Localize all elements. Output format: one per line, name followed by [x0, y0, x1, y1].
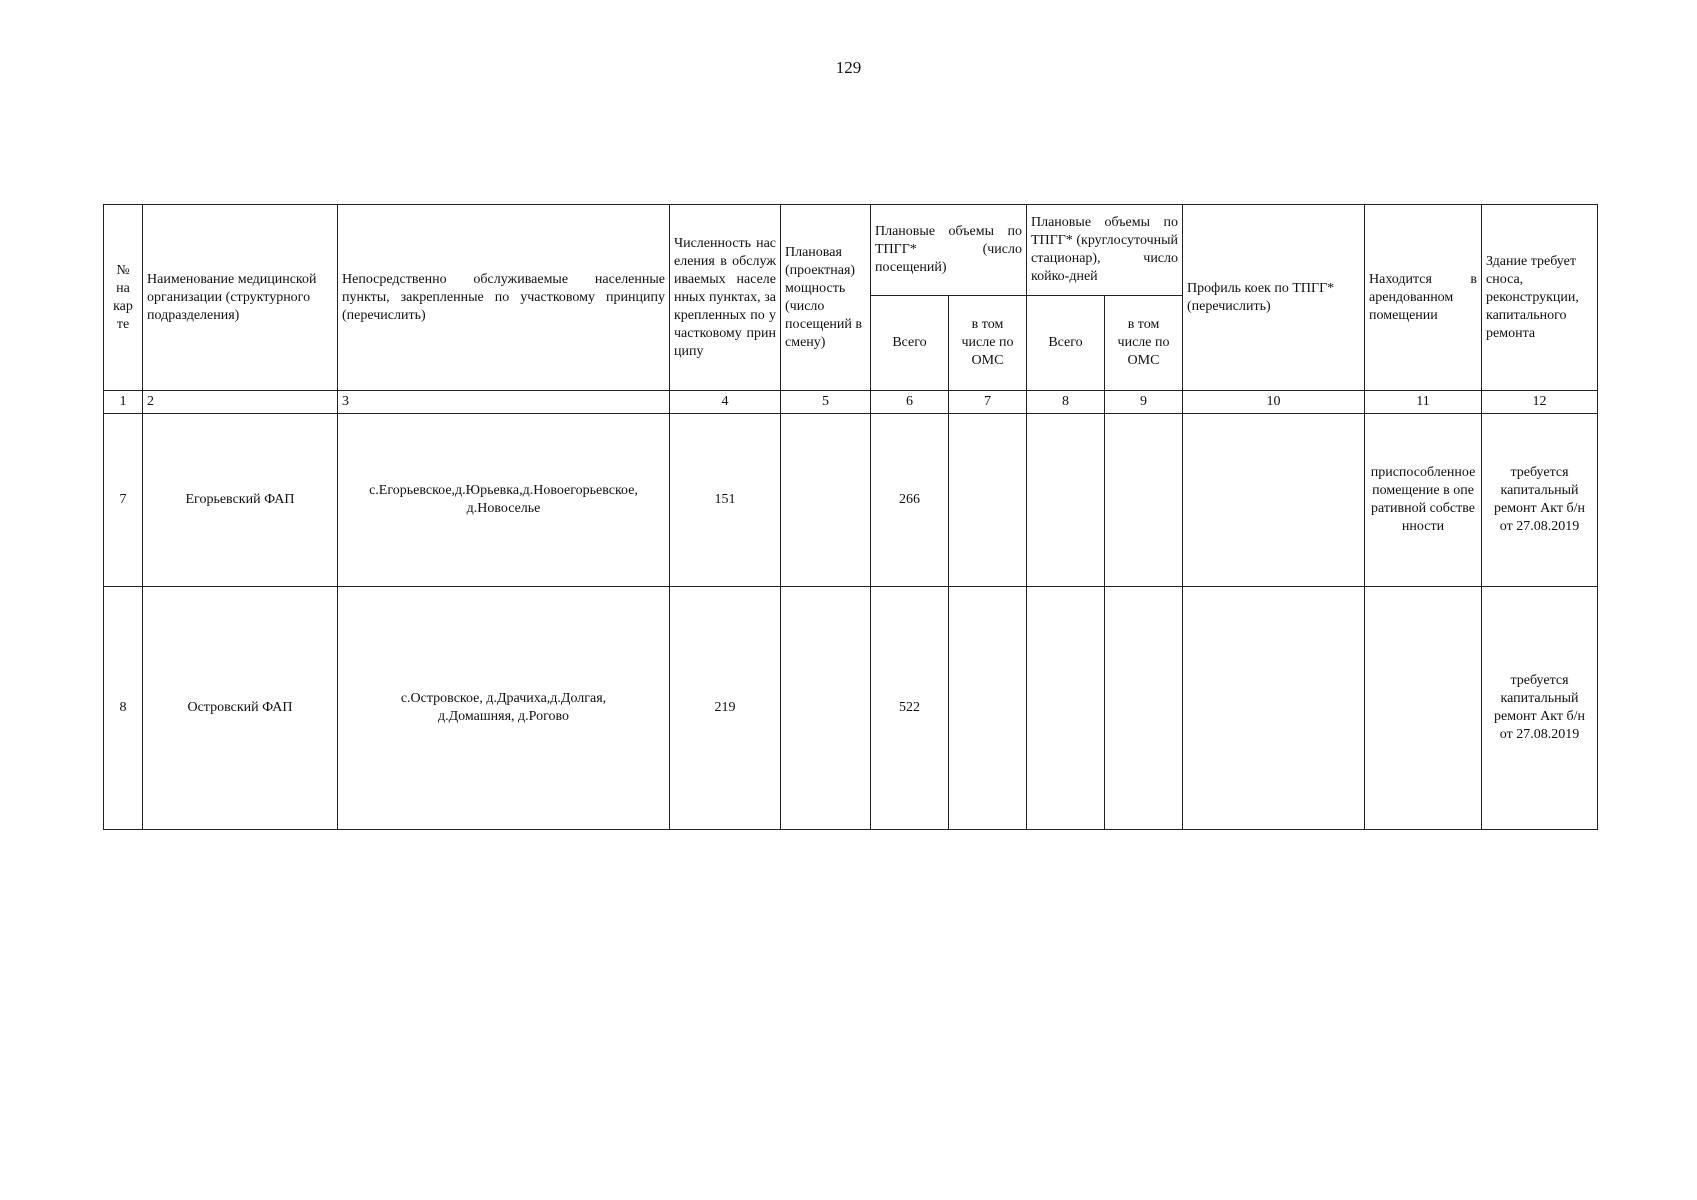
header-planned-capacity: Плановая (проектная) мощность (число посещений в смену): [781, 205, 871, 391]
map-number-cell: 7: [104, 414, 143, 587]
column-number: 9: [1105, 391, 1183, 414]
header-population: Численность населения в обслуживаемых населенных пунктах, закрепленных по участковому принципу: [670, 205, 781, 391]
facilities-table: [103, 204, 1598, 830]
header-visits-oms: в том числе по ОМС: [949, 296, 1027, 391]
header-planned-visits: Плановые объемы по ТПГГ* (число посещений): [871, 205, 1027, 296]
map-number-cell: 8: [104, 587, 143, 830]
column-number: 6: [871, 391, 949, 414]
capacity-cell: [781, 414, 871, 587]
column-number-row: [104, 391, 1598, 414]
header-rented-premises: Находится в арендованном помещении: [1365, 205, 1482, 391]
visits-oms-cell: [949, 414, 1027, 587]
visits-total-cell: 266: [871, 414, 949, 587]
building-condition-cell: требуется капитальный ремонт Акт б/н от 27.08.2019: [1482, 587, 1598, 830]
column-number: 11: [1365, 391, 1482, 414]
column-number: 4: [670, 391, 781, 414]
organization-name-cell: Егорьевский ФАП: [143, 414, 338, 587]
header-bed-profile: Профиль коек по ТПГГ* (перечислить): [1183, 205, 1365, 391]
settlements-cell: с.Егорьевское,д.Юрьевка,д.Новоегорьевское, д.Новоселье: [338, 414, 670, 587]
visits-total-cell: 522: [871, 587, 949, 830]
table-row: [104, 587, 1598, 830]
building-condition-cell: требуется капитальный ремонт Акт б/н от 27.08.2019: [1482, 414, 1598, 587]
column-number: 3: [338, 391, 670, 414]
header-planned-beddays: Плановые объемы по ТПГГ* (круглосуточный стационар), число койко-дней: [1027, 205, 1183, 296]
column-number: 7: [949, 391, 1027, 414]
beddays-total-cell: [1027, 587, 1105, 830]
settlements-cell: с.Островское, д.Драчиха,д.Долгая, д.Домашняя, д.Рогово: [338, 587, 670, 830]
column-number: 10: [1183, 391, 1365, 414]
beddays-oms-cell: [1105, 414, 1183, 587]
beddays-oms-cell: [1105, 587, 1183, 830]
bed-profile-cell: [1183, 414, 1365, 587]
column-number: 2: [143, 391, 338, 414]
column-number: 1: [104, 391, 143, 414]
page-number: 129: [835, 58, 862, 77]
population-cell: 219: [670, 587, 781, 830]
beddays-total-cell: [1027, 414, 1105, 587]
capacity-cell: [781, 587, 871, 830]
column-number: 12: [1482, 391, 1598, 414]
header-beddays-oms: в том числе по ОМС: [1105, 296, 1183, 391]
visits-oms-cell: [949, 587, 1027, 830]
header-served-settlements: Непосредственно обслуживаемые населенные пункты, закрепленные по участковому принципу (перечислить): [338, 205, 670, 391]
column-number: 8: [1027, 391, 1105, 414]
table-row: [104, 414, 1598, 587]
rented-premises-cell: приспособленное помещение в оперативной собственности: [1365, 414, 1482, 587]
header-visits-total: Всего: [871, 296, 949, 391]
bed-profile-cell: [1183, 587, 1365, 830]
organization-name-cell: Островский ФАП: [143, 587, 338, 830]
population-cell: 151: [670, 414, 781, 587]
header-beddays-total: Всего: [1027, 296, 1105, 391]
column-number: 5: [781, 391, 871, 414]
header-row-1: [104, 205, 1598, 296]
header-organization-name: Наименование медицинской организации (структурного подразделения): [143, 205, 338, 391]
rented-premises-cell: [1365, 587, 1482, 830]
header-building-condition: Здание требует сноса, реконструкции, капитального ремонта: [1482, 205, 1598, 391]
header-map-number: № на кар те: [104, 205, 143, 391]
